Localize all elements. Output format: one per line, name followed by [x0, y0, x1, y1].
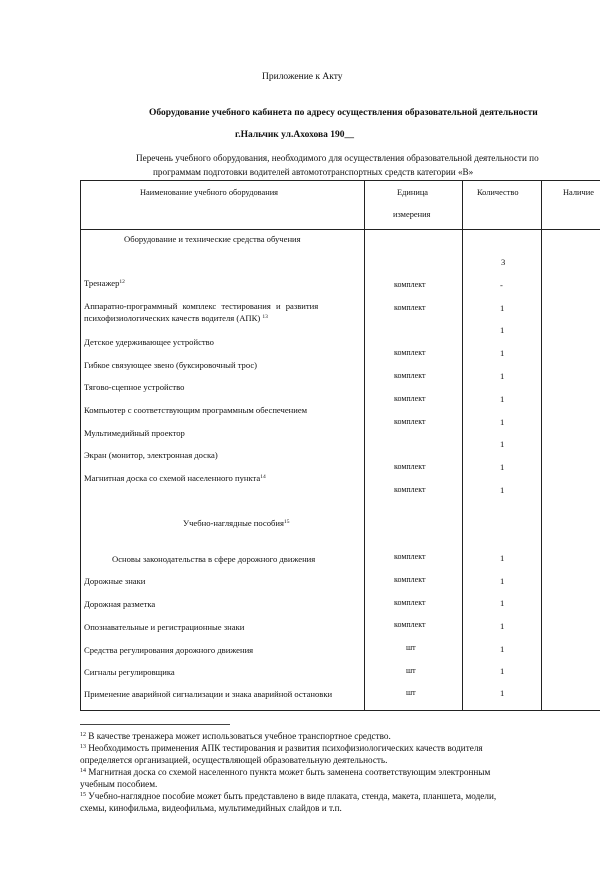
table-bottom-border — [80, 710, 600, 711]
table-row-unit: комплект — [394, 371, 426, 380]
footnote-separator — [80, 724, 230, 725]
table-row-name: Экран (монитор, электронная доска) — [84, 450, 218, 460]
table-row-name: Магнитная доска со схемой населенного пункта$^{14}$ — [84, 473, 266, 483]
table-row-name: Дорожная разметка — [84, 599, 156, 609]
table-row-name: Применение аварийной сигнализации и знака аварийной остановки — [84, 689, 333, 699]
section-title-visual-aids: Учебно-наглядные пособия$^{15}$ — [183, 518, 290, 528]
footnote-13: $^{13}$ Необходимость применения АПК тестирования и развития психофизиологических качеств водителя определяется организацией, осуществляющей образовательную деятельность. — [80, 743, 483, 765]
col-header-unit-2: измерения — [393, 210, 431, 219]
col-header-qty: Количество — [477, 188, 519, 197]
table-row-qty: 1 — [500, 644, 505, 654]
table-row-unit: комплект — [394, 417, 426, 426]
table-row-name: Тягово-сцепное устройство — [84, 382, 185, 392]
table-row-name: Гибкое связующее звено (буксировочный трос) — [84, 360, 258, 370]
table-row-name: Компьютер с соответствующим программным обеспечением — [84, 405, 308, 415]
table-row-name: Основы законодательства в сфере дорожного движения — [112, 554, 316, 564]
table-top-border — [80, 180, 600, 181]
table-row-unit: комплект — [394, 620, 426, 629]
table-col-divider-3 — [541, 180, 542, 711]
table-row-name: Опознавательные и регистрационные знаки — [84, 622, 245, 632]
table-row-unit: комплект — [394, 394, 426, 403]
table-row-qty: - — [500, 280, 503, 290]
table-row-name: Детское удерживающее устройство — [84, 337, 214, 347]
table-row-qty: 1 — [500, 598, 505, 608]
table-row-qty: 1 — [500, 666, 505, 676]
col-header-availability: Наличие — [563, 188, 594, 197]
table-row-qty: 1 — [500, 485, 505, 495]
table-row-name-cont: психофизиологических качеств водителя (АПК) $^{13}$ — [84, 313, 268, 323]
table-row-qty: 1 — [500, 621, 505, 631]
table-header-divider — [80, 229, 600, 230]
table-row-qty: 1 — [500, 553, 505, 563]
intro-line-2: программам подготовки водителей автомототранспортных средств категории «B» — [153, 167, 474, 177]
document-title: Оборудование учебного кабинета по адресу осуществления образовательной деятельности — [149, 108, 538, 118]
footnote-14: $^{14}$ Магнитная доска со схемой населенного пункта может быть заменена соответствующим электронным учебным пособием. — [80, 767, 491, 789]
table-row-name: Аппаратно-программный комплекс тестирования и развития — [84, 301, 319, 311]
table-row-qty: 1 — [500, 325, 505, 335]
table-row-unit: комплект — [394, 575, 426, 584]
table-row-qty: 1 — [500, 688, 505, 698]
table-row-qty: 1 — [500, 394, 505, 404]
address-line: г.Нальчик ул.Ахохова 190__ — [235, 130, 355, 140]
col-header-name: Наименование учебного оборудования — [140, 188, 279, 197]
appendix-label: Приложение к Акту — [262, 72, 343, 82]
table-row-qty: 1 — [500, 576, 505, 586]
footnote-15: $^{15}$ Учебно-наглядное пособие может быть представлено в виде плаката, стенда, макета, планшета, модели, схемы, кинофильма, видеофильма, мультимедийных слайдов и т.п. — [80, 791, 497, 813]
intro-line-1: Перечень учебного оборудования, необходимого для осуществления образовательной деятельности по — [136, 153, 539, 163]
table-row-qty: 1 — [500, 462, 505, 472]
table-row-qty: 1 — [500, 371, 505, 381]
table-col-divider-1 — [364, 180, 365, 711]
table-row-name: Тренажер$^{12}$ — [84, 278, 125, 288]
footnote-12: $^{12}$ В качестве тренажера может использоваться учебное транспортное средство. — [80, 731, 391, 741]
table-row-unit: комплект — [394, 303, 426, 312]
table-row-unit: комплект — [394, 348, 426, 357]
table-row-qty: 1 — [500, 348, 505, 358]
table-col-divider-2 — [462, 180, 463, 711]
table-row-name: Средства регулирования дорожного движения — [84, 645, 254, 655]
table-row-unit: комплект — [394, 552, 426, 561]
table-row-qty: 1 — [500, 439, 505, 449]
table-row-name: Дорожные знаки — [84, 576, 146, 586]
table-row-name: Мультимедийный проектор — [84, 428, 185, 438]
section-title-equipment: Оборудование и технические средства обучения — [124, 234, 301, 244]
table-row-unit: шт — [406, 643, 416, 652]
section-equipment-qty: 3 — [501, 257, 506, 267]
table-row-unit: комплект — [394, 598, 426, 607]
table-row-unit: шт — [406, 666, 416, 675]
table-row-qty: 1 — [500, 417, 505, 427]
col-header-unit-1: Единица — [397, 188, 429, 197]
table-row-unit: комплект — [394, 280, 426, 289]
table-row-unit: комплект — [394, 485, 426, 494]
table-row-name: Сигналы регулировщика — [84, 667, 175, 677]
table-left-border — [80, 180, 81, 711]
table-row-qty: 1 — [500, 303, 505, 313]
table-row-unit: комплект — [394, 462, 426, 471]
table-row-unit: шт — [406, 688, 416, 697]
